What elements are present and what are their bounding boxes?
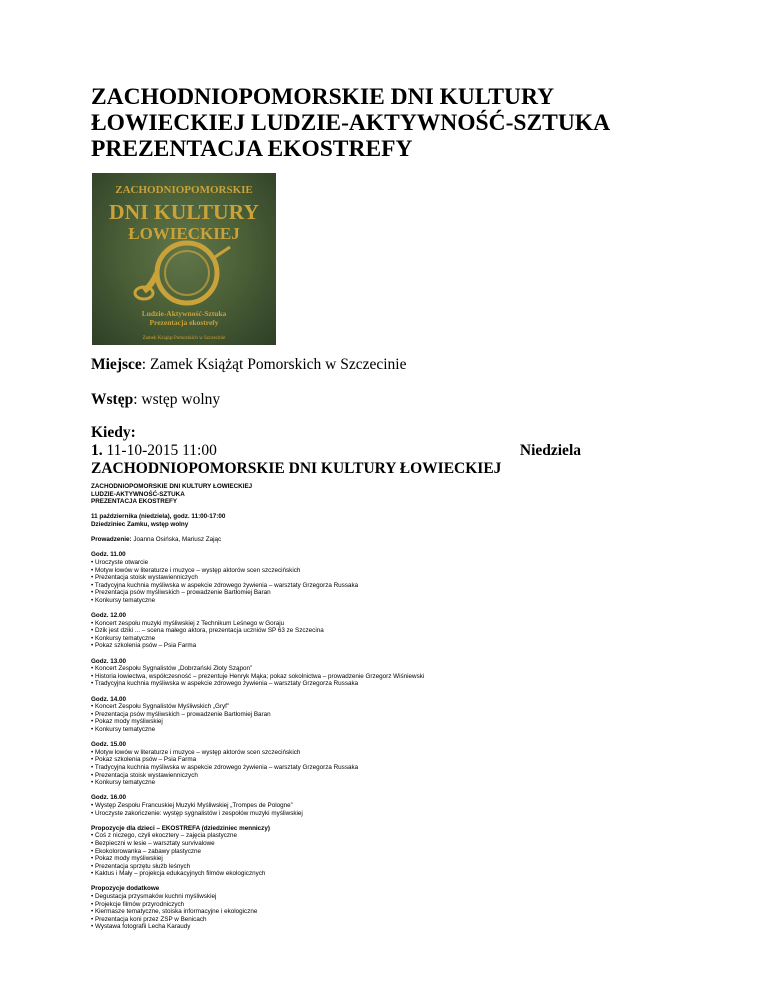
section-item: • Ekokolorowanka – zabawy plastyczne bbox=[91, 847, 202, 855]
when-label: Kiedy: bbox=[91, 424, 136, 441]
program-hosts bbox=[91, 536, 691, 544]
poster-line-1: ZACHODNIOPOMORSKIE bbox=[115, 184, 253, 196]
date-time: 11-10-2015 11:00 bbox=[102, 442, 217, 459]
section-item: • Tradycyjna kuchnia myśliwska w aspekcie zdrowego żywienia – warsztaty Grzegorza Russaka bbox=[91, 680, 359, 688]
program-when-line: 11 października (niedziela), godz. 11:00-17:00 bbox=[91, 513, 226, 521]
section-item: • Pokaz mody myśliwskiej bbox=[91, 855, 163, 863]
section-item: • Pokaz szkolenia psów – Psia Farma bbox=[91, 756, 197, 764]
section-item: • Koncert Zespołu Sygnalistów Myśliwskich „Gryf” bbox=[91, 703, 229, 711]
section-item: • Prezentacja psów myśliwskich – prowadzenie Bartłomiej Baran bbox=[91, 589, 271, 597]
section-item: • Pokaz mody myśliwskiej bbox=[91, 718, 163, 726]
poster-art bbox=[92, 173, 276, 345]
program-head-line: PREZENTACJA EKOSTREFY bbox=[91, 498, 178, 506]
poster-line-3: ŁOWIECKIEJ bbox=[128, 224, 240, 243]
section-item: • Konkursy tematyczne bbox=[91, 779, 156, 787]
section-heading: Propozycje dodatkowe bbox=[91, 885, 160, 893]
section-item: • Kaktus i Mały – projekcja edukacyjnych filmów ekologicznych bbox=[91, 870, 266, 878]
date-number: 1. bbox=[91, 442, 103, 459]
section-item: • Prezentacja stoisk wystawienniczych bbox=[91, 574, 198, 582]
program-head-line: LUDZIE-AKTYWNOŚĆ-SZTUKA bbox=[91, 490, 185, 498]
program-section bbox=[91, 794, 691, 817]
section-item: • Prezentacja koni przez ZSP w Benicach bbox=[91, 915, 207, 923]
section-item: • Prezentacja stoisk wystawienniczych bbox=[91, 771, 198, 779]
section-item: • Pokaz szkolenia psów – Psia Farma bbox=[91, 642, 197, 650]
section-item: • Kiermasze tematyczne, stoiska informacyjne i ekologiczne bbox=[91, 908, 258, 916]
section-item: • Konkursy tematyczne bbox=[91, 726, 156, 733]
section-item: • Koncert zespołu muzyki myśliwskiej z Technikum Leśnego w Goraju bbox=[91, 619, 285, 627]
section-item: • Uroczyste otwarcie bbox=[91, 558, 149, 566]
program-section bbox=[91, 551, 691, 604]
program-when bbox=[91, 513, 691, 528]
program-section bbox=[91, 612, 691, 650]
section-item: • Tradycyjna kuchnia myśliwska w aspekcie zdrowego żywienia – warsztaty Grzegorza Russaka bbox=[91, 763, 359, 771]
program-head-line: ZACHODNIOPOMORSKIE DNI KULTURY ŁOWIECKIEJ bbox=[91, 483, 253, 490]
section-item: • Konkursy tematyczne bbox=[91, 596, 156, 604]
section-heading: Godz. 13.00 bbox=[91, 657, 126, 665]
page-title bbox=[91, 84, 711, 162]
section-item: • Prezentacja psów myśliwskich – prowadzenie Bartłomiej Baran bbox=[91, 710, 271, 718]
when-section bbox=[91, 424, 581, 478]
entry-label: Wstęp bbox=[91, 391, 134, 408]
section-item: • Koncert Zespołu Sygnalistów „Dobrzański Złoty Sząpon” bbox=[91, 665, 253, 673]
section-item: • Motyw łowów w literaturze i muzyce – występ aktorów scen szczecińskich bbox=[91, 748, 301, 756]
section-item: • Uroczyste zakończenie: występ sygnalistów i zespołów muzyki myśliwskiej bbox=[91, 809, 303, 817]
section-heading: Godz. 11.00 bbox=[91, 551, 126, 559]
program-section bbox=[91, 885, 691, 931]
program-section bbox=[91, 741, 691, 787]
program-when-line: Dziedziniec Zamku, wstęp wolny bbox=[91, 520, 189, 528]
venue-value: : Zamek Książąt Pomorskich w Szczecinie bbox=[141, 356, 407, 373]
program-details bbox=[91, 483, 691, 939]
weekday: Niedziela bbox=[519, 442, 581, 459]
program-section bbox=[91, 825, 691, 878]
entry-value: : wstęp wolny bbox=[133, 391, 221, 408]
section-item: • Bezpieczni w lesie – warsztaty survivalowe bbox=[91, 839, 215, 847]
section-item: • Dzik jest dziki ... – scena małego aktora, prezentacja uczniów SP 63 ze Szczecina bbox=[91, 627, 324, 635]
section-item: • Projekcje filmów przyrodniczych bbox=[91, 900, 185, 908]
program-section bbox=[91, 658, 691, 688]
section-heading: Godz. 14.00 bbox=[91, 695, 126, 703]
poster-subtitle-2: Prezentacja ekostrefy bbox=[149, 318, 219, 327]
venue-label: Miejsce bbox=[91, 356, 142, 373]
section-item: • Konkursy tematyczne bbox=[91, 634, 156, 642]
program-head bbox=[91, 483, 691, 506]
event-poster-image bbox=[92, 173, 276, 345]
event-name: ZACHODNIOPOMORSKIE DNI KULTURY ŁOWIECKIEJ bbox=[91, 460, 502, 477]
program-section bbox=[91, 696, 691, 734]
hosts-value: Joanna Osińska, Mariusz Zając bbox=[131, 536, 222, 544]
section-item: • Wystawa fotografii Lecha Karaudy bbox=[91, 923, 191, 931]
title-line: ZACHODNIOPOMORSKIE DNI KULTURY bbox=[91, 84, 555, 110]
venue-line bbox=[91, 356, 407, 374]
section-heading: Propozycje dla dzieci – EKOSTREFA (dziedziniec menniczy) bbox=[91, 824, 270, 832]
program-sections bbox=[91, 551, 691, 931]
section-heading: Godz. 15.00 bbox=[91, 741, 126, 749]
title-line: ŁOWIECKIEJ LUDZIE-AKTYWNOŚĆ-SZTUKA bbox=[91, 110, 611, 136]
section-item: • Coś z niczego, czyli ekocztery – zajęcia plastyczne bbox=[91, 832, 238, 840]
entry-line bbox=[91, 391, 220, 409]
section-item: • Występ Zespołu Francuskiej Muzyki Myśliwskiej „Trompes de Pologne” bbox=[91, 801, 293, 809]
section-item: • Historia łowiectwa, współczesność – prezentuje Henryk Mąka; pokaz sokolnictwa – prowadzenie Grzegorz Wiśniewski bbox=[91, 672, 425, 680]
poster-subtitle-1: Ludzie-Aktywność-Sztuka bbox=[141, 309, 227, 318]
when-date-row bbox=[91, 442, 581, 460]
section-item: • Motyw łowów w literaturze i muzyce – występ aktorów scen szczecińskich bbox=[91, 566, 301, 574]
poster-footer: Zamek Książąt Pomorskich w Szczecinie bbox=[142, 336, 226, 341]
section-item: • Degustacja przysmaków kuchni myśliwskiej bbox=[91, 893, 217, 901]
section-heading: Godz. 12.00 bbox=[91, 612, 126, 620]
section-heading: Godz. 16.00 bbox=[91, 794, 126, 802]
title-line: PREZENTACJA EKOSTREFY bbox=[91, 136, 413, 162]
poster-line-2: DNI KULTURY bbox=[109, 200, 259, 224]
hosts-label: Prowadzenie: bbox=[91, 536, 132, 544]
section-item: • Prezentacja sprzętu służb leśnych bbox=[91, 862, 191, 870]
section-item: • Tradycyjna kuchnia myśliwska w aspekcie zdrowego żywienia – warsztaty Grzegorza Russaka bbox=[91, 581, 359, 589]
